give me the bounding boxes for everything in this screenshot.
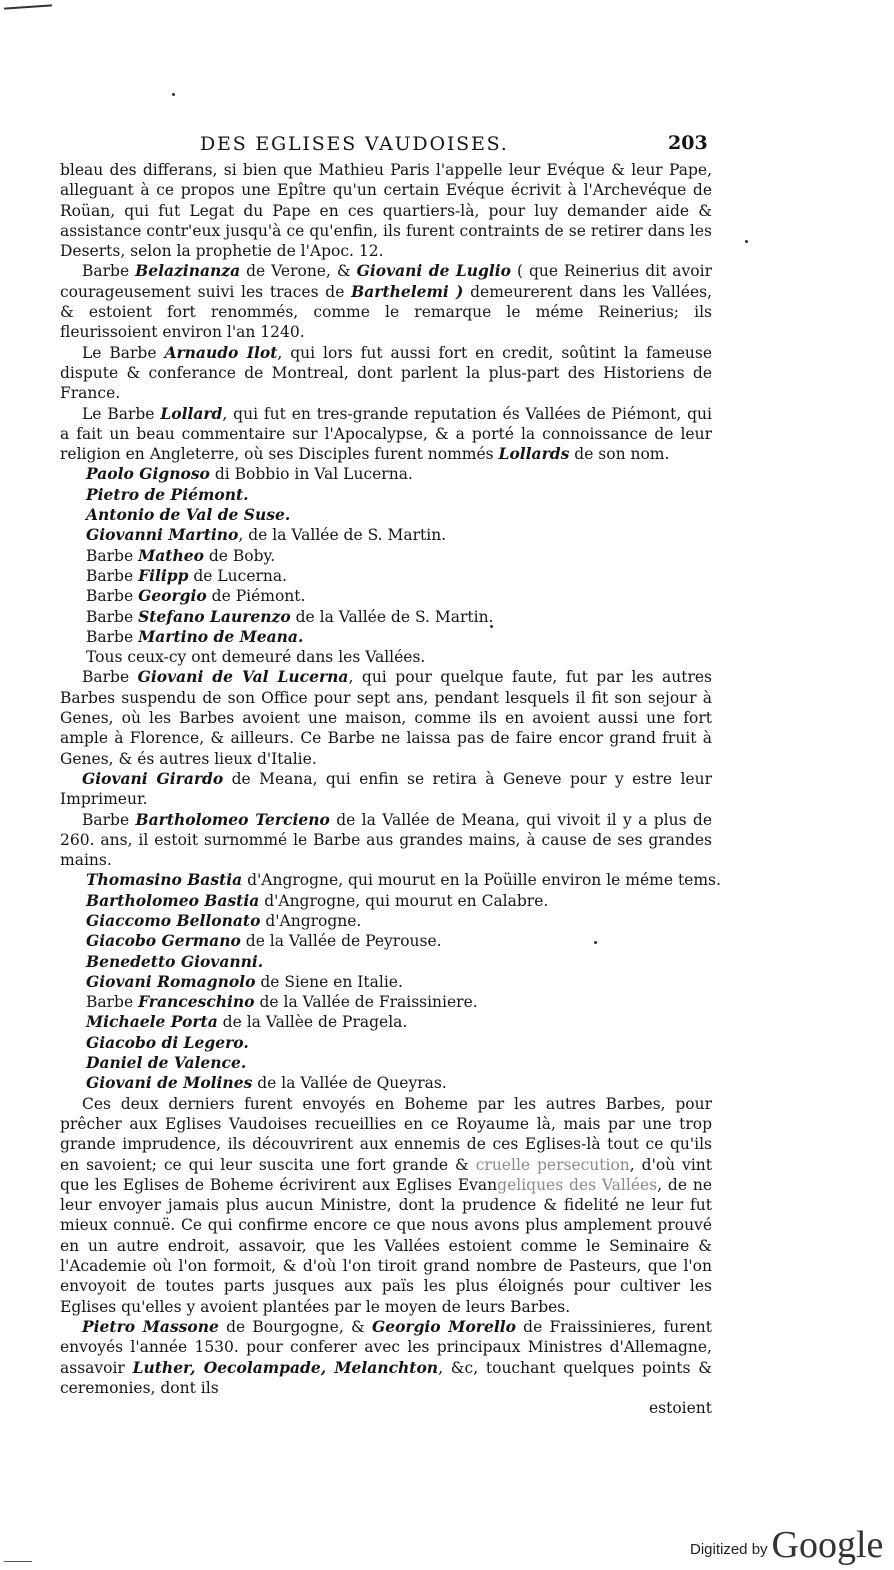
text-run: de Lucerna.	[188, 566, 288, 585]
paragraph	[60, 261, 712, 342]
list-item	[60, 566, 712, 586]
person-name: Giaccomo Bellonato	[86, 910, 261, 930]
person-name: Franceschino	[138, 992, 255, 1012]
catchword: estoient	[648, 1399, 712, 1418]
text-run: de Bourgogne, &	[218, 1317, 372, 1336]
ink-speck	[172, 93, 175, 96]
list-item	[60, 1012, 712, 1032]
list-item	[60, 485, 712, 505]
person-name: Michaele Porta	[86, 1012, 218, 1032]
list-item	[60, 972, 712, 992]
person-name: Giovani Girardo	[82, 768, 224, 788]
text-run: , de la Vallée de S. Martin.	[238, 526, 447, 545]
person-name: Pietro Massone	[82, 1316, 219, 1336]
person-name: Georgio Morello	[371, 1316, 516, 1336]
text-run: de la Vallée de Queyras.	[252, 1074, 447, 1093]
text-run: Barbe	[82, 668, 138, 687]
list-item	[60, 1053, 712, 1073]
text-run: de son nom.	[569, 445, 670, 464]
person-name: Thomasino Bastia	[86, 870, 243, 890]
text-run: Barbe	[86, 546, 139, 565]
text-run: d'Angrogne, qui mourut en la Poüille environ le méme tems.	[242, 871, 721, 890]
person-name: Martino de Meana.	[138, 626, 304, 646]
text-run: de la Vallée de Peyrouse.	[240, 932, 442, 951]
text-run: de Siene en Italie.	[255, 972, 403, 991]
list-item	[60, 607, 712, 627]
barbes-list-2	[60, 870, 721, 1093]
list-item	[60, 505, 712, 525]
person-name: Bartholomeo Tercieno	[135, 809, 330, 829]
text-run: de Fraissinieres, furent envoyés l'année 1530. pour conferer avec les principaux Ministres d'Allemagne, assavoir	[60, 1317, 712, 1377]
person-name: Georgio	[138, 586, 207, 606]
page-corner-mark	[4, 4, 52, 9]
text-run: Le Barbe	[82, 404, 161, 423]
person-name: Barthelemi )	[351, 281, 464, 301]
person-name: Antonio de Val de Suse.	[86, 505, 291, 525]
list-item	[60, 911, 712, 931]
page-number: 203	[668, 132, 708, 154]
list-item	[60, 627, 712, 647]
text-run: , qui fut en tres-grande reputation és Vallées de Piémont, qui a fait un beau commentaire sur l'Apocalypse, & a porté la connoissance de leur religion en Angleterre, où ses Disciples furent nommés	[60, 404, 712, 464]
text-run: Barbe	[86, 627, 139, 646]
list-item	[60, 525, 712, 545]
paragraph	[60, 1317, 712, 1398]
person-name: Bartholomeo Bastia	[86, 890, 260, 910]
text-run: ( que Reinerius dit avoir courageusement suivi les traces de	[60, 262, 712, 301]
page-bottom-mark	[4, 1561, 32, 1562]
list-item	[60, 586, 712, 606]
text-run: , qui lors fut aussi fort en credit, soûtint la fameuse dispute & conferance de Montreal, dont parlent la plus-part des Historiens de France.	[60, 343, 713, 403]
list-item	[60, 1033, 712, 1053]
text-run: d'Angrogne.	[260, 911, 362, 930]
person-name: Daniel de Valence.	[86, 1053, 247, 1073]
list-item	[60, 931, 712, 951]
person-name: Giovani Romagnolo	[86, 971, 256, 991]
person-name: Giovani de Val Lucerna	[137, 667, 349, 687]
text-run: Barbe	[86, 566, 139, 585]
person-name: Giovanni Martino	[86, 525, 239, 545]
text-run: Barbe	[86, 993, 139, 1012]
person-name: Luther, Oecolampade, Melanchton	[132, 1357, 439, 1377]
running-title: DES EGLISES VAUDOISES.	[200, 133, 509, 155]
text-run: Barbe	[82, 810, 136, 829]
person-name: Pietro de Piémont.	[86, 484, 249, 504]
text-run: Barbe	[86, 587, 139, 606]
barbes-list-1	[60, 464, 712, 667]
person-name: Belazinanza	[135, 261, 241, 281]
person-name: Matheo	[138, 545, 204, 565]
person-name: Benedetto Giovanni.	[86, 951, 264, 971]
text-run: , qui pour quelque faute, fut par les autres Barbes suspendu de son Office pour sept ans, pendant lesquels il fit son sejour à Genes, où les Barbes avoient une maison, comme ils en avoient aussi une fort ample à Florence, & ailleurs. Ce Barbe ne laissa pas de faire encor grand fruit à Genes, & és autres lieux d'Italie.	[60, 668, 712, 768]
digitized-by-label: Digitized by	[690, 1541, 768, 1558]
paragraph	[60, 404, 712, 465]
list-item	[60, 1073, 712, 1093]
person-name: Giovani de Molines	[86, 1073, 253, 1093]
text-run: Ces deux derniers furent envoyés en Boheme par les autres Barbes, pour prêcher aux Eglises Vaudoises recueillies en ce Royaume là, mais par une trop grande imprudence, ils découvrirent aux ennemis de ces Eglises-là tout ce qu'ils en savoient; ce qui leur suscita une fort grande &	[60, 1094, 712, 1174]
text-run: Barbe	[86, 607, 139, 626]
person-name: Stefano Laurenzo	[138, 606, 291, 626]
person-name: Giovani de Luglio	[356, 261, 511, 281]
google-logo: Google	[771, 1524, 884, 1566]
text-run: , d'où vint que les Eglises de Boheme écrivirent aux Eglises Evan	[60, 1155, 712, 1194]
paragraph	[60, 667, 712, 768]
text-run: de la Vallée de Fraissiniere.	[254, 993, 478, 1012]
text-run: de Meana, qui enfin se retira à Geneve pour y estre leur Imprimeur.	[60, 769, 712, 809]
list-item	[60, 546, 712, 566]
text-run: de Boby.	[203, 546, 276, 565]
list-item	[60, 870, 721, 890]
text-run: di Bobbio in Val Lucerna.	[209, 465, 413, 484]
paragraph	[60, 1094, 712, 1317]
text-run: de la Vallée de S. Martin.	[290, 607, 494, 626]
text-run: Barbe	[82, 262, 136, 281]
list-item	[60, 952, 712, 972]
text-run: bleau des differans, si bien que Mathieu Paris l'appelle leur Evéque & leur Pape, alleguant à ce propos une Epître qu'un certain Evéque écrivit à l'Archevéque de Roüan, qui fut Legat du Pape en ces quartiers-là, pour luy demander aide & assistance contr'eux jusqu'à ce qu'enfin, ils furent contraints de se retirer dans les Deserts, selon la prophetie de l'Apoc. 12.	[60, 161, 712, 261]
text-run: Le Barbe	[82, 343, 165, 362]
list-item	[60, 992, 712, 1012]
person-name: Lollards	[498, 444, 570, 464]
list-item	[60, 647, 712, 667]
text-run: demeurerent dans les Vallées, & estoient fort renommés, comme le remarque le méme Reinerius; ils fleurissoient environ l'an 1240.	[60, 282, 713, 342]
paragraph	[60, 810, 712, 871]
person-name: Giacobo di Legero.	[86, 1032, 249, 1052]
text-run: de la Vallèe de Pragela.	[217, 1013, 408, 1032]
list-item	[60, 464, 712, 484]
person-name: Lollard	[160, 403, 223, 423]
list-item	[60, 891, 712, 911]
text-run: de Piémont.	[206, 587, 306, 606]
digitized-by-watermark	[690, 1520, 886, 1564]
person-name: Filipp	[138, 565, 189, 585]
ink-speck	[745, 240, 748, 243]
person-name: Arnaudo Ilot	[164, 342, 278, 362]
text-run: , de ne leur envoyer jamais plus aucun Ministre, dont la prudence & fidelité ne leur fut mieux connuë. Ce qui confirme encore ce que nous avons plus amplement prouvé en un autre endroit, assavoir, que les Vallées estoient comme le Seminaire & l'Academie où l'on formoit, & d'où l'on tiroit grand nombre de Pasteurs, que l'on envoyoit de toutes parts jusques aux païs les plus éloignés pour cultiver les Eglises qu'elles y avoient plantées par le moyen de leurs Barbes.	[60, 1175, 712, 1316]
text-run: d'Angrogne, qui mourut en Calabre.	[259, 891, 549, 910]
paragraph	[60, 769, 712, 810]
faded-text: geliques des Vallées	[497, 1175, 658, 1194]
faded-text: cruelle persecution	[475, 1155, 630, 1174]
person-name: Paolo Gignoso	[86, 464, 210, 484]
text-block	[60, 160, 721, 1418]
paragraph	[60, 160, 712, 261]
text-run: de la Vallée de Meana, qui vivoit il y a plus de 260. ans, il estoit surnommé le Barbe aus grandes mains, à cause de ses grandes mains.	[60, 810, 712, 870]
text-run: , &c, touchant quelques points & ceremonies, dont ils	[60, 1358, 713, 1397]
person-name: Giacobo Germano	[86, 931, 241, 951]
text-run: Tous ceux-cy ont demeuré dans les Vallées.	[86, 648, 426, 667]
text-run: de Verone, &	[240, 262, 357, 281]
paragraph	[60, 343, 712, 404]
